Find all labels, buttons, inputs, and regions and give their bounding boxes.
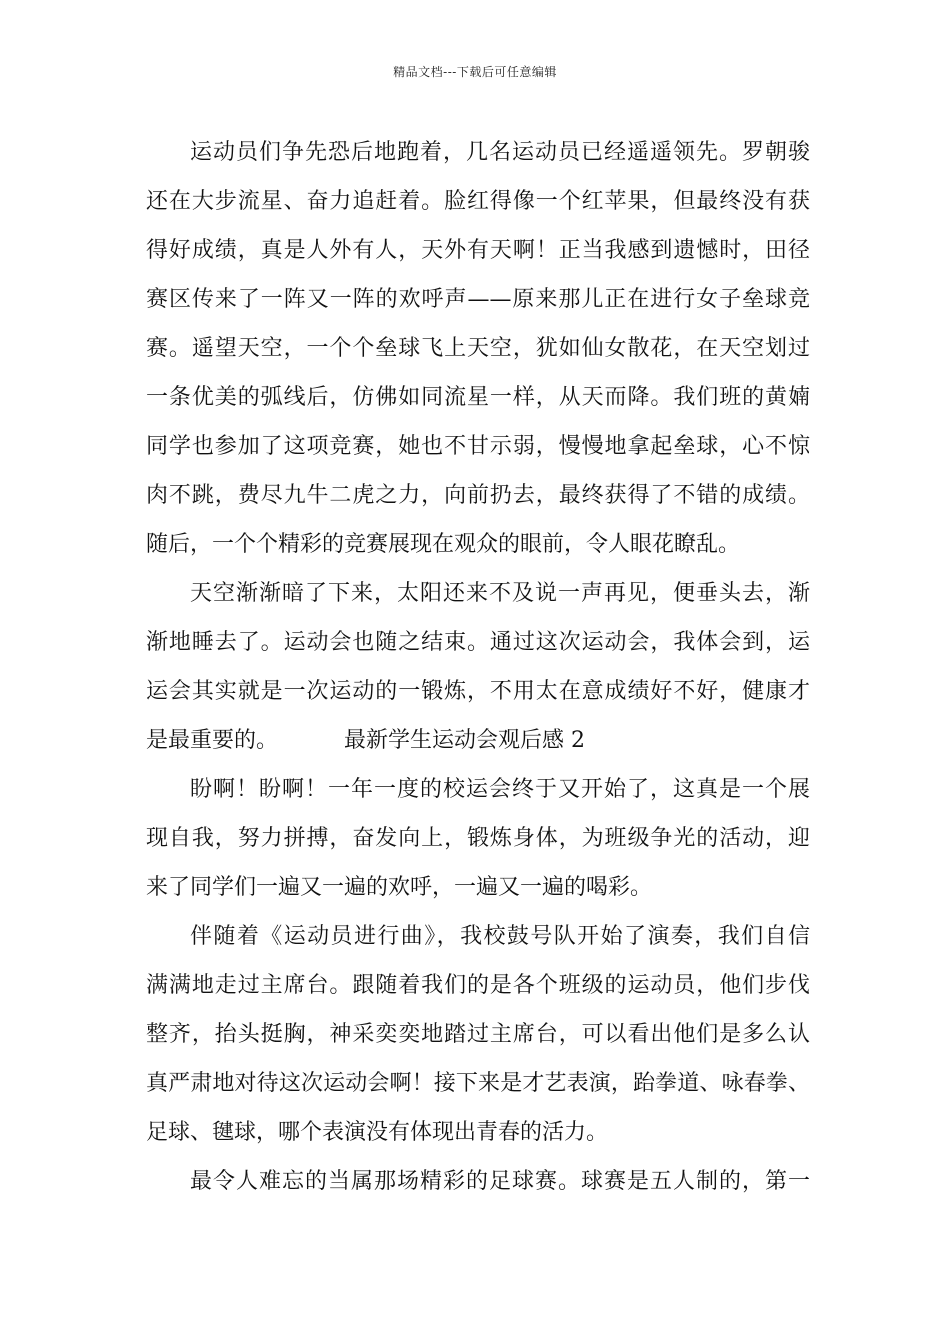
text-line: 随后，一个个精彩的竞赛展现在观众的眼前，令人眼花瞭乱。 — [146, 532, 741, 557]
text-line-tail: 是最重要的。 — [146, 728, 279, 753]
paragraph — [146, 569, 810, 765]
text-line: 还在大步流星、奋力追赶着。脸红得像一个红苹果，但最终没有获 — [146, 189, 810, 214]
paragraph — [146, 1157, 810, 1206]
text-line: 渐地睡去了。运动会也随之结束。通过这次运动会，我体会到，运 — [146, 630, 810, 655]
text-line: 盼啊！盼啊！一年一度的校运会终于又开始了，这真是一个展 — [190, 777, 810, 802]
text-line: 肉不跳，费尽九牛二虎之力，向前扔去，最终获得了不错的成绩。 — [146, 483, 810, 508]
text-line: 运动员们争先恐后地跑着，几名运动员已经遥遥领先。罗朝骏 — [190, 140, 810, 165]
text-line: 真严肃地对待这次运动会啊！接下来是才艺表演，跆拳道、咏春拳、 — [146, 1071, 810, 1096]
text-line: 运会其实就是一次运动的一锻炼，不用太在意成绩好不好，健康才 — [146, 679, 810, 704]
text-line: 满满地走过主席台。跟随着我们的是各个班级的运动员，他们步伐 — [146, 973, 810, 998]
text-line: 现自我，努力拼搏，奋发向上，锻炼身体，为班级争光的活动，迎 — [146, 826, 810, 851]
text-line: 天空渐渐暗了下来，太阳还来不及说一声再见，便垂头去，渐 — [190, 581, 810, 606]
section-heading: 最新学生运动会观后感 2 — [344, 728, 586, 753]
paragraph — [146, 912, 810, 1157]
text-line: 赛区传来了一阵又一阵的欢呼声——原来那儿正在进行女子垒球竞 — [146, 287, 810, 312]
text-line: 最令人难忘的当属那场精彩的足球赛。球赛是五人制的，第一 — [190, 1169, 810, 1194]
text-line: 一条优美的弧线后，仿佛如同流星一样，从天而降。我们班的黄婻 — [146, 385, 810, 410]
text-line: 同学也参加了这项竞赛，她也不甘示弱，慢慢地拿起垒球，心不惊 — [146, 434, 810, 459]
text-line: 整齐，抬头挺胸，神采奕奕地踏过主席台，可以看出他们是多么认 — [146, 1022, 810, 1047]
text-line: 来了同学们一遍又一遍的欢呼，一遍又一遍的喝彩。 — [146, 875, 653, 900]
page-header: 精品文档---下载后可任意编辑 — [393, 65, 557, 79]
text-line: 得好成绩，真是人外有人，天外有天啊！正当我感到遗憾时，田径 — [146, 238, 810, 263]
text-line — [146, 716, 810, 765]
paragraph — [146, 765, 810, 912]
paragraph — [146, 128, 810, 569]
document-body — [146, 128, 810, 1206]
text-line: 足球、毽球，哪个表演没有体现出青春的活力。 — [146, 1120, 609, 1145]
text-line: 赛。遥望天空，一个个垒球飞上天空，犹如仙女散花，在天空划过 — [146, 336, 810, 361]
text-line: 伴随着《运动员进行曲》，我校鼓号队开始了演奏，我们自信 — [190, 924, 810, 949]
